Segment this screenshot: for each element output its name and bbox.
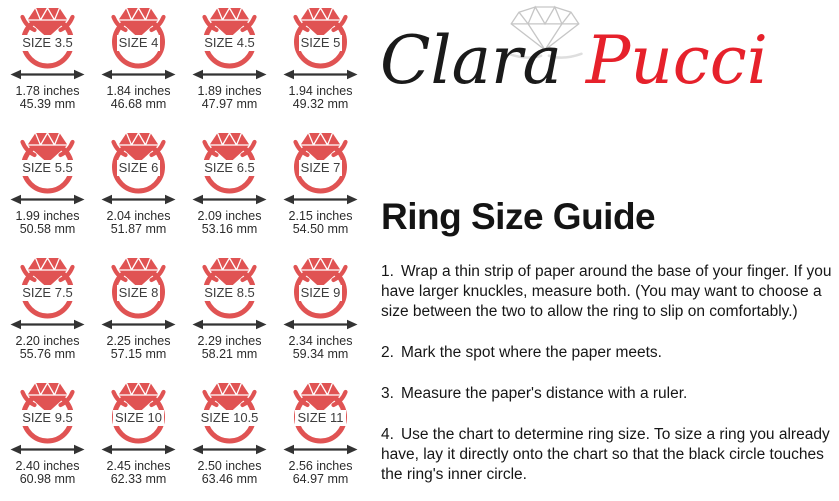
ring-size-label-text: SIZE 6 xyxy=(118,160,159,175)
ring-with-diamond-icon xyxy=(275,6,366,82)
arrowhead-left-icon xyxy=(193,320,204,329)
ring-size-label-text: SIZE 10.5 xyxy=(200,410,259,425)
instruction-step-1 xyxy=(381,262,833,322)
inches-value: 1.78 inches xyxy=(15,84,80,98)
ring-with-diamond-icon xyxy=(184,131,275,207)
ring-measurements xyxy=(0,460,99,486)
mm-value: 46.68 mm xyxy=(110,97,167,111)
arrowhead-right-icon xyxy=(256,195,267,204)
arrowhead-right-icon xyxy=(256,445,267,454)
diamond-icon xyxy=(301,258,341,288)
step-number: 1. xyxy=(381,263,394,280)
mm-value: 58.21 mm xyxy=(201,347,258,361)
arrowhead-left-icon xyxy=(284,195,295,204)
arrowhead-right-icon xyxy=(347,70,358,79)
brand-name-pucci: Pucci xyxy=(585,22,768,99)
ring-size-cell xyxy=(275,381,366,501)
ring-with-diamond-icon xyxy=(93,256,184,332)
inches-value: 1.94 inches xyxy=(288,84,353,98)
arrowhead-right-icon xyxy=(256,70,267,79)
arrowhead-right-icon xyxy=(347,320,358,329)
ring-with-diamond-icon xyxy=(275,131,366,207)
mm-value: 55.76 mm xyxy=(19,347,76,361)
mm-value: 45.39 mm xyxy=(19,97,76,111)
arrowhead-right-icon xyxy=(165,70,176,79)
ring-size-label-text: SIZE 4.5 xyxy=(204,35,255,50)
ring-with-diamond-icon xyxy=(93,131,184,207)
arrowhead-left-icon xyxy=(284,445,295,454)
ring-size-label-text: SIZE 8 xyxy=(118,285,159,300)
ring-measurements xyxy=(0,335,99,361)
mm-value: 49.32 mm xyxy=(292,97,349,111)
arrowhead-right-icon xyxy=(74,320,85,329)
ring-measurements xyxy=(178,210,281,236)
ring-size-cell xyxy=(93,6,184,131)
inches-value: 2.04 inches xyxy=(106,209,171,223)
mm-value: 60.98 mm xyxy=(19,472,76,486)
ring-size-label-text: SIZE 5.5 xyxy=(22,160,73,175)
diamond-icon xyxy=(119,8,159,38)
ring-measurements xyxy=(0,210,99,236)
arrowhead-right-icon xyxy=(165,195,176,204)
arrowhead-right-icon xyxy=(256,320,267,329)
ring-measurements xyxy=(269,210,372,236)
ring-size-cell xyxy=(275,256,366,381)
ring-measurements xyxy=(178,460,281,486)
ring-with-diamond-icon xyxy=(93,6,184,82)
diamond-icon xyxy=(301,133,341,163)
diamond-icon xyxy=(28,8,68,38)
ring-with-diamond-icon xyxy=(93,381,184,457)
inches-value: 2.09 inches xyxy=(197,209,262,223)
inches-value: 1.89 inches xyxy=(197,84,262,98)
ring-with-diamond-icon xyxy=(184,256,275,332)
inches-value: 2.15 inches xyxy=(288,209,353,223)
diamond-icon xyxy=(210,383,250,413)
step-text: Wrap a thin strip of paper around the base of your finger. If you have larger knuckles, measure both. (You may want to choose a size between the two to allow the ring to slip on comfortably.) xyxy=(381,263,832,320)
diamond-icon xyxy=(119,133,159,163)
ring-measurements xyxy=(269,335,372,361)
diamond-icon xyxy=(28,133,68,163)
inches-value: 2.34 inches xyxy=(288,334,353,348)
arrowhead-left-icon xyxy=(193,70,204,79)
mm-value: 62.33 mm xyxy=(110,472,167,486)
instruction-step-2 xyxy=(381,343,833,363)
ring-size-label-text: SIZE 9 xyxy=(300,285,341,300)
mm-value: 47.97 mm xyxy=(201,97,258,111)
ring-measurements xyxy=(0,85,99,111)
instruction-step-3 xyxy=(381,384,833,404)
inches-value: 2.29 inches xyxy=(197,334,262,348)
info-panel xyxy=(380,0,835,501)
arrowhead-right-icon xyxy=(347,195,358,204)
inches-value: 2.56 inches xyxy=(288,459,353,473)
ring-size-cell xyxy=(93,381,184,501)
diamond-icon xyxy=(28,258,68,288)
ring-size-cell xyxy=(275,6,366,131)
ring-measurements xyxy=(269,85,372,111)
arrowhead-right-icon xyxy=(74,195,85,204)
instructions-section xyxy=(381,196,833,501)
ring-size-label-text: SIZE 4 xyxy=(118,35,159,50)
arrowhead-left-icon xyxy=(102,320,113,329)
ring-size-label-text: SIZE 7.5 xyxy=(22,285,73,300)
arrowhead-left-icon xyxy=(284,70,295,79)
diamond-icon xyxy=(119,258,159,288)
mm-value: 63.46 mm xyxy=(201,472,258,486)
arrowhead-left-icon xyxy=(11,445,22,454)
diamond-icon xyxy=(28,383,68,413)
diamond-icon xyxy=(210,258,250,288)
step-text: Use the chart to determine ring size. To size a ring you already have, lay it directly onto the chart so that the black circle touches the ring's inner circle. xyxy=(381,426,830,483)
mm-value: 50.58 mm xyxy=(19,222,76,236)
arrowhead-left-icon xyxy=(284,320,295,329)
ring-measurements xyxy=(87,335,190,361)
ring-size-cell xyxy=(2,131,93,256)
ring-measurements xyxy=(178,85,281,111)
instruction-step-4 xyxy=(381,425,833,485)
diamond-icon xyxy=(119,383,159,413)
ring-size-cell xyxy=(184,6,275,131)
diamond-icon xyxy=(210,8,250,38)
arrowhead-left-icon xyxy=(11,320,22,329)
step-number: 2. xyxy=(381,344,394,361)
arrowhead-left-icon xyxy=(11,70,22,79)
ring-size-label-text: SIZE 11 xyxy=(297,410,344,425)
ring-size-cell xyxy=(2,6,93,131)
inches-value: 2.20 inches xyxy=(15,334,80,348)
mm-value: 51.87 mm xyxy=(110,222,167,236)
ring-size-cell xyxy=(275,131,366,256)
ring-size-cell xyxy=(184,131,275,256)
ring-with-diamond-icon xyxy=(275,381,366,457)
step-text: Mark the spot where the paper meets. xyxy=(400,344,662,361)
ring-measurements xyxy=(87,210,190,236)
arrowhead-left-icon xyxy=(11,195,22,204)
inches-value: 2.45 inches xyxy=(106,459,171,473)
page-title: Ring Size Guide xyxy=(381,196,656,237)
ring-with-diamond-icon xyxy=(184,6,275,82)
arrowhead-right-icon xyxy=(74,445,85,454)
inches-value: 2.40 inches xyxy=(15,459,80,473)
mm-value: 57.15 mm xyxy=(110,347,167,361)
ring-size-label-text: SIZE 8.5 xyxy=(204,285,255,300)
ring-measurements xyxy=(87,85,190,111)
arrowhead-right-icon xyxy=(165,445,176,454)
arrowhead-left-icon xyxy=(102,195,113,204)
ring-size-cell xyxy=(184,381,275,501)
ring-size-chart xyxy=(2,6,366,501)
mm-value: 53.16 mm xyxy=(201,222,258,236)
inches-value: 1.84 inches xyxy=(106,84,171,98)
arrowhead-left-icon xyxy=(102,445,113,454)
arrowhead-right-icon xyxy=(347,445,358,454)
mm-value: 54.50 mm xyxy=(292,222,349,236)
ring-size-label-text: SIZE 5 xyxy=(300,35,341,50)
step-number: 3. xyxy=(381,385,394,402)
ring-with-diamond-icon xyxy=(2,131,93,207)
brand-name xyxy=(380,22,768,99)
brand-name-clara: Clara xyxy=(380,22,562,99)
ring-size-cell xyxy=(184,256,275,381)
ring-with-diamond-icon xyxy=(2,6,93,82)
ring-size-cell xyxy=(2,381,93,501)
ring-size-label-text: SIZE 10 xyxy=(115,410,162,425)
inches-value: 1.99 inches xyxy=(15,209,80,223)
diamond-icon xyxy=(210,133,250,163)
ring-size-label-text: SIZE 3.5 xyxy=(22,35,73,50)
brand-logo xyxy=(380,0,835,110)
ring-measurements xyxy=(178,335,281,361)
ring-size-cell xyxy=(93,256,184,381)
ring-size-cell xyxy=(93,131,184,256)
mm-value: 59.34 mm xyxy=(292,347,349,361)
arrowhead-right-icon xyxy=(74,70,85,79)
ring-with-diamond-icon xyxy=(2,256,93,332)
arrowhead-left-icon xyxy=(193,445,204,454)
ring-size-label-text: SIZE 7 xyxy=(300,160,341,175)
inches-value: 2.50 inches xyxy=(197,459,262,473)
ring-with-diamond-icon xyxy=(275,256,366,332)
ring-measurements xyxy=(87,460,190,486)
arrowhead-left-icon xyxy=(102,70,113,79)
step-number: 4. xyxy=(381,426,394,443)
ring-size-label-text: SIZE 6.5 xyxy=(204,160,255,175)
ring-with-diamond-icon xyxy=(2,381,93,457)
ring-with-diamond-icon xyxy=(184,381,275,457)
ring-size-cell xyxy=(2,256,93,381)
ring-measurements xyxy=(269,460,372,486)
arrowhead-left-icon xyxy=(193,195,204,204)
step-text: Measure the paper's distance with a ruler. xyxy=(400,385,688,402)
arrowhead-right-icon xyxy=(165,320,176,329)
diamond-icon xyxy=(301,383,341,413)
diamond-icon xyxy=(301,8,341,38)
ring-size-label-text: SIZE 9.5 xyxy=(22,410,73,425)
mm-value: 64.97 mm xyxy=(292,472,349,486)
inches-value: 2.25 inches xyxy=(106,334,171,348)
